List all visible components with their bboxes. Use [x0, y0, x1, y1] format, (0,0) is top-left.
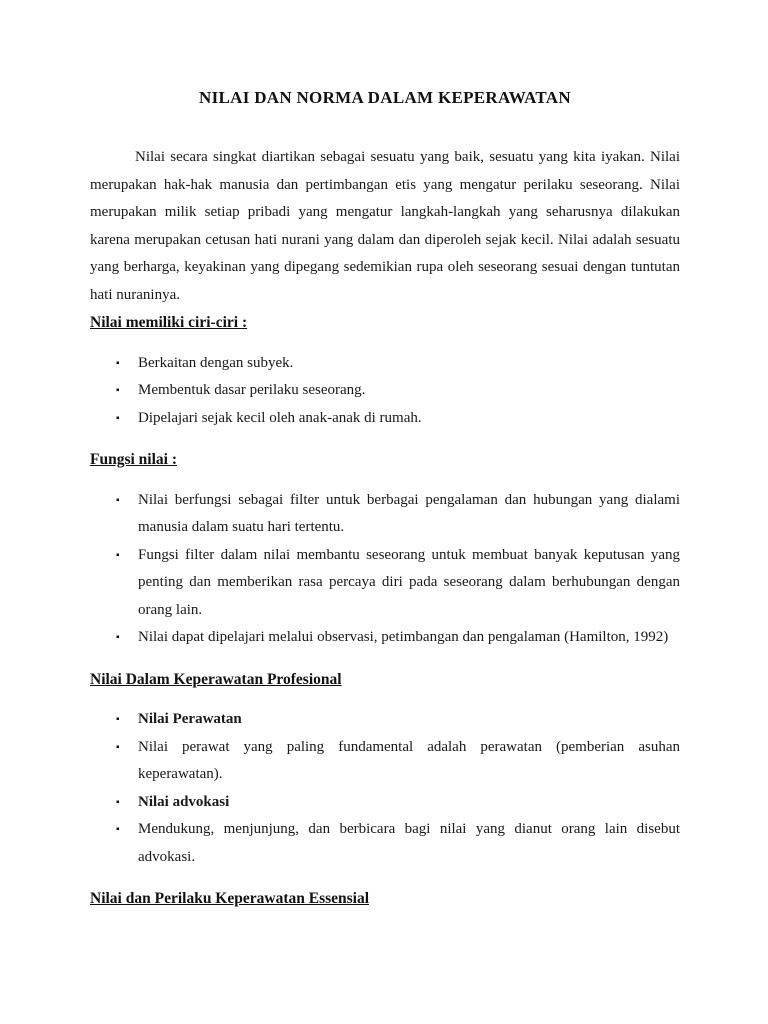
- list-item: [90, 377, 680, 405]
- bullet-square-icon: ▪: [116, 385, 120, 396]
- list-item: [90, 542, 680, 625]
- list-item-text: Nilai advokasi: [138, 793, 230, 810]
- list-item-text: Berkaitan dengan subyek.: [138, 354, 294, 371]
- bullet-list-fungsi-nilai: [90, 487, 680, 652]
- list-item: [90, 706, 680, 734]
- bullet-square-icon: ▪: [116, 412, 120, 424]
- list-item: [90, 624, 680, 652]
- intro-paragraph: Nilai secara singkat diartikan sebagai sesuatu yang baik, sesuatu yang kita iyakan. Nilai merupakan hak-hak manusia dan pertimbangan etis yang mengatur perilaku seseorang. Nilai merupakan milik setiap pribadi yang mengatur langkah-langkah yang seharusnya dilakukan karena merupakan cetusan hati nurani yang dalam dan diperoleh sejak kecil. Nilai adalah sesuatu yang berharga, keyakinan yang dipegang sedemikian rupa oleh seseorang sesuai dengan tuntutan hati nuraninya.: [90, 149, 680, 303]
- section-nilai-perilaku-essensial: [90, 885, 680, 913]
- list-item-text: Mendukung, menjunjung, dan berbicara bagi nilai yang dianut orang lain disebut advokasi.: [138, 821, 680, 865]
- bullet-square-icon: ▪: [116, 494, 120, 506]
- section-heading-keperawatan-profesional: Nilai Dalam Keperawatan Profesional: [90, 670, 342, 688]
- list-item-text: Membentuk dasar perilaku seseorang.: [138, 382, 366, 398]
- list-item-text: Nilai dapat dipelajari melalui observasi, petimbangan dan pengalaman (Hamilton, 1992): [138, 629, 669, 645]
- document-title: NILAI DAN NORMA DALAM KEPERAWATAN: [199, 88, 571, 107]
- list-item: [90, 734, 680, 789]
- bullet-square-icon: ▪: [116, 549, 120, 561]
- bullet-square-icon: ▪: [116, 357, 120, 369]
- list-item-text: Fungsi filter dalam nilai membantu seseorang untuk membuat banyak keputusan yang penting dan memberikan rasa percaya diri pada seseorang dalam berhubungan dengan orang lain.: [138, 546, 680, 618]
- bullet-square-icon: ▪: [116, 632, 120, 643]
- list-item-text: Nilai Perawatan: [138, 711, 242, 727]
- bullet-list-ciri-ciri: [90, 350, 680, 433]
- bullet-square-icon: ▪: [116, 741, 120, 753]
- bullet-square-icon: ▪: [116, 714, 120, 725]
- bullet-square-icon: ▪: [116, 796, 120, 808]
- section-heading-ciri-ciri: Nilai memiliki ciri-ciri :: [90, 314, 248, 331]
- list-item-text: Nilai perawat yang paling fundamental adalah perawatan (pemberian asuhan keperawatan).: [138, 738, 680, 782]
- list-item-text: Dipelajari sejak kecil oleh anak-anak di rumah.: [138, 409, 422, 426]
- list-item: [90, 487, 680, 542]
- section-fungsi-nilai: [90, 446, 680, 652]
- bullet-list-keperawatan-profesional: [90, 706, 680, 871]
- section-nilai-ciri-ciri: [90, 309, 680, 432]
- list-item-text: Nilai berfungsi sebagai filter untuk berbagai pengalaman dan hubungan yang dialami manusia dalam suatu hari tertentu.: [138, 491, 680, 535]
- list-item: [90, 405, 680, 433]
- list-item: [90, 789, 680, 817]
- bullet-square-icon: ▪: [116, 824, 120, 835]
- section-nilai-keperawatan-profesional: [90, 666, 680, 872]
- list-item: [90, 816, 680, 871]
- section-heading-perilaku-essensial: Nilai dan Perilaku Keperawatan Essensial: [90, 890, 370, 907]
- list-item: [90, 350, 680, 378]
- section-heading-fungsi-nilai: Fungsi nilai :: [90, 451, 177, 468]
